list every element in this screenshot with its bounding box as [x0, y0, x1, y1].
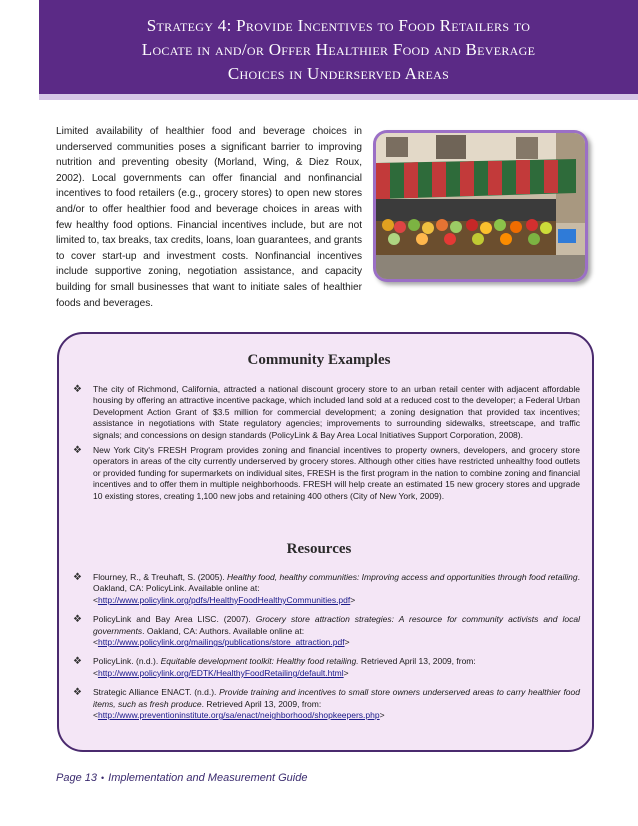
guide-title: Implementation and Measurement Guide — [108, 772, 308, 784]
resource-details: Retrieved April 13, 2009, from: — [358, 656, 476, 667]
resource-link[interactable]: http://www.policylink.org/pdfs/HealthyFoodHealthyCommunities.pdf — [97, 594, 351, 605]
title-line-3: Choices in Underserved Areas — [227, 64, 450, 83]
resource-title: Grocery store attraction strategies: A resource for community activists and local governments — [93, 614, 580, 636]
page-number: Page 13 — [56, 772, 97, 784]
resource-authors: Strategic Alliance ENACT. (n.d.). — [93, 687, 217, 698]
storefront-photo — [373, 130, 588, 282]
diamond-bullet-icon: ❖ — [73, 614, 82, 626]
diamond-bullet-icon: ❖ — [73, 445, 82, 457]
resource-authors: PolicyLink and Bay Area LISC. (2007). — [93, 614, 251, 625]
resource-details: . Oakland, CA: Authors. Available online at: — [142, 625, 305, 636]
intro-paragraph: Limited availability of healthier food and beverage choices in underserved communities poses a significant barrier to improving nutrition and preventing obesity (Morland, Wing, & Diez Roux, 2002). Local governments can offer financial and nonfinancial incentives to food retailers (e.g., grocery stores) to open new stores and/or to offer healthier food and beverage choices in areas with few healthy food options. Financial incentives include, but are not limited to, tax breaks, tax credits, loans, loan guarantees, and grants to cover start-up and investment costs. Nonfinancial incentives include supportive zoning, negotiation assistance, and capacity building for small businesses that want to initiate sales of healthier foods and beverages. — [56, 126, 362, 309]
title-line-2: Locate in and/or Offer Healthier Food and Beverage — [141, 40, 536, 59]
list-item: ❖ PolicyLink and Bay Area LISC. (2007). Grocery store attraction strategies: A resource for community activists and local governments. Oakland, CA: Authors. Available online at: <http://www.policylink.org/mailings/publications/store_attraction.pdf> — [73, 614, 580, 648]
resource-details: . Retrieved April 13, 2009, from: — [201, 698, 322, 709]
footer-bullet: • — [100, 773, 105, 783]
resource-link[interactable]: http://www.policylink.org/EDTK/HealthyFoodRetailing/default.html — [97, 667, 344, 678]
resource-details: . Oakland, CA: PolicyLink. Available online at: — [93, 572, 580, 594]
community-example-text: New York City's FRESH Program provides zoning and financial incentives to property owners, developers, and grocery store operators in areas of the city currently underserved by grocery stores. Although other cities have restricted unhealthy food outlets or provided funding for supermarkets on individual sites, FRESH is the first program in the nation to combine zoning and financial incentives and to offer them in multiple neighborhoods. FRESH will help create an estimated 15 new grocery stores and upgrade 10 existing stores, creating 1,100 new jobs and retaining 400 others (City of New York, 2009). — [93, 445, 580, 501]
resource-link[interactable]: http://www.preventioninstitute.org/sa/enact/neighborhood/shopkeepers.php — [97, 710, 380, 721]
resource-title: Healthy food, healthy communities: Improving access and opportunities through food retailing — [227, 572, 578, 582]
resource-link[interactable]: http://www.policylink.org/mailings/publications/store_attraction.pdf — [97, 637, 345, 648]
resources-heading: Resources — [286, 541, 352, 557]
community-examples-heading: Community Examples — [247, 352, 391, 368]
resource-title: Equitable development toolkit: Healthy food retailing. — [160, 656, 359, 667]
diamond-bullet-icon: ❖ — [73, 572, 82, 583]
list-item: ❖ Flourney, R., & Treuhaft, S. (2005). Healthy food, healthy communities: Improving access and opportunities through food retailing. Oakland, CA: PolicyLink. Available online at: <http://www.policylink.org/pdfs/HealthyFoodHealthyCommunities.pdf> — [73, 572, 580, 605]
resource-authors: PolicyLink. (n.d.). — [93, 656, 159, 667]
community-example-text: The city of Richmond, California, attracted a national discount grocery store to an urban retail center with adjacent affordable housing by offering an attractive incentive package, which included land sold at a reduced cost to the developer; a Federal Urban Development Action Grant of $3.5 million for commercial development; a zoning designation that provided tax incentives; assistance in negotiations with State regulatory agencies; improvements to surrounding sidewalks, streetscape, and traffic signals; and concessions on design standards (PolicyLink & Bay Area Local Initiatives Support Corporation, 2008). — [93, 384, 580, 440]
list-item — [70, 445, 580, 502]
diamond-bullet-icon: ❖ — [73, 656, 82, 668]
list-item: ❖ Strategic Alliance ENACT. (n.d.). Provide training and incentives to small store owners underserved areas to carry healthier food items, such as fresh produce. Retrieved April 13, 2009, from: <http://www.preventioninstitute.org/sa/enact/neighborhood/shopkeepers.php> — [73, 687, 580, 721]
produce-store-image — [376, 133, 585, 279]
community-examples-list — [70, 384, 580, 506]
list-item — [70, 384, 580, 441]
page-footer — [56, 772, 307, 784]
resource-authors: Flourney, R., & Treuhaft, S. (2005). — [93, 572, 225, 582]
title-banner — [39, 0, 638, 100]
list-item: ❖ PolicyLink. (n.d.). Equitable development toolkit: Healthy food retailing. Retrieved April 13, 2009, from: <http://www.policylink.org/EDTK/HealthyFoodRetailing/default.html> — [73, 656, 476, 678]
resource-title: Provide training and incentives to small store owners underserved areas to carry healthier food items, such as fresh produce — [93, 687, 580, 709]
diamond-bullet-icon: ❖ — [73, 384, 82, 395]
resources-list — [70, 572, 580, 729]
diamond-bullet-icon: ❖ — [73, 687, 82, 699]
title-line-1: Strategy 4: Provide Incentives to Food Retailers to — [146, 16, 531, 35]
